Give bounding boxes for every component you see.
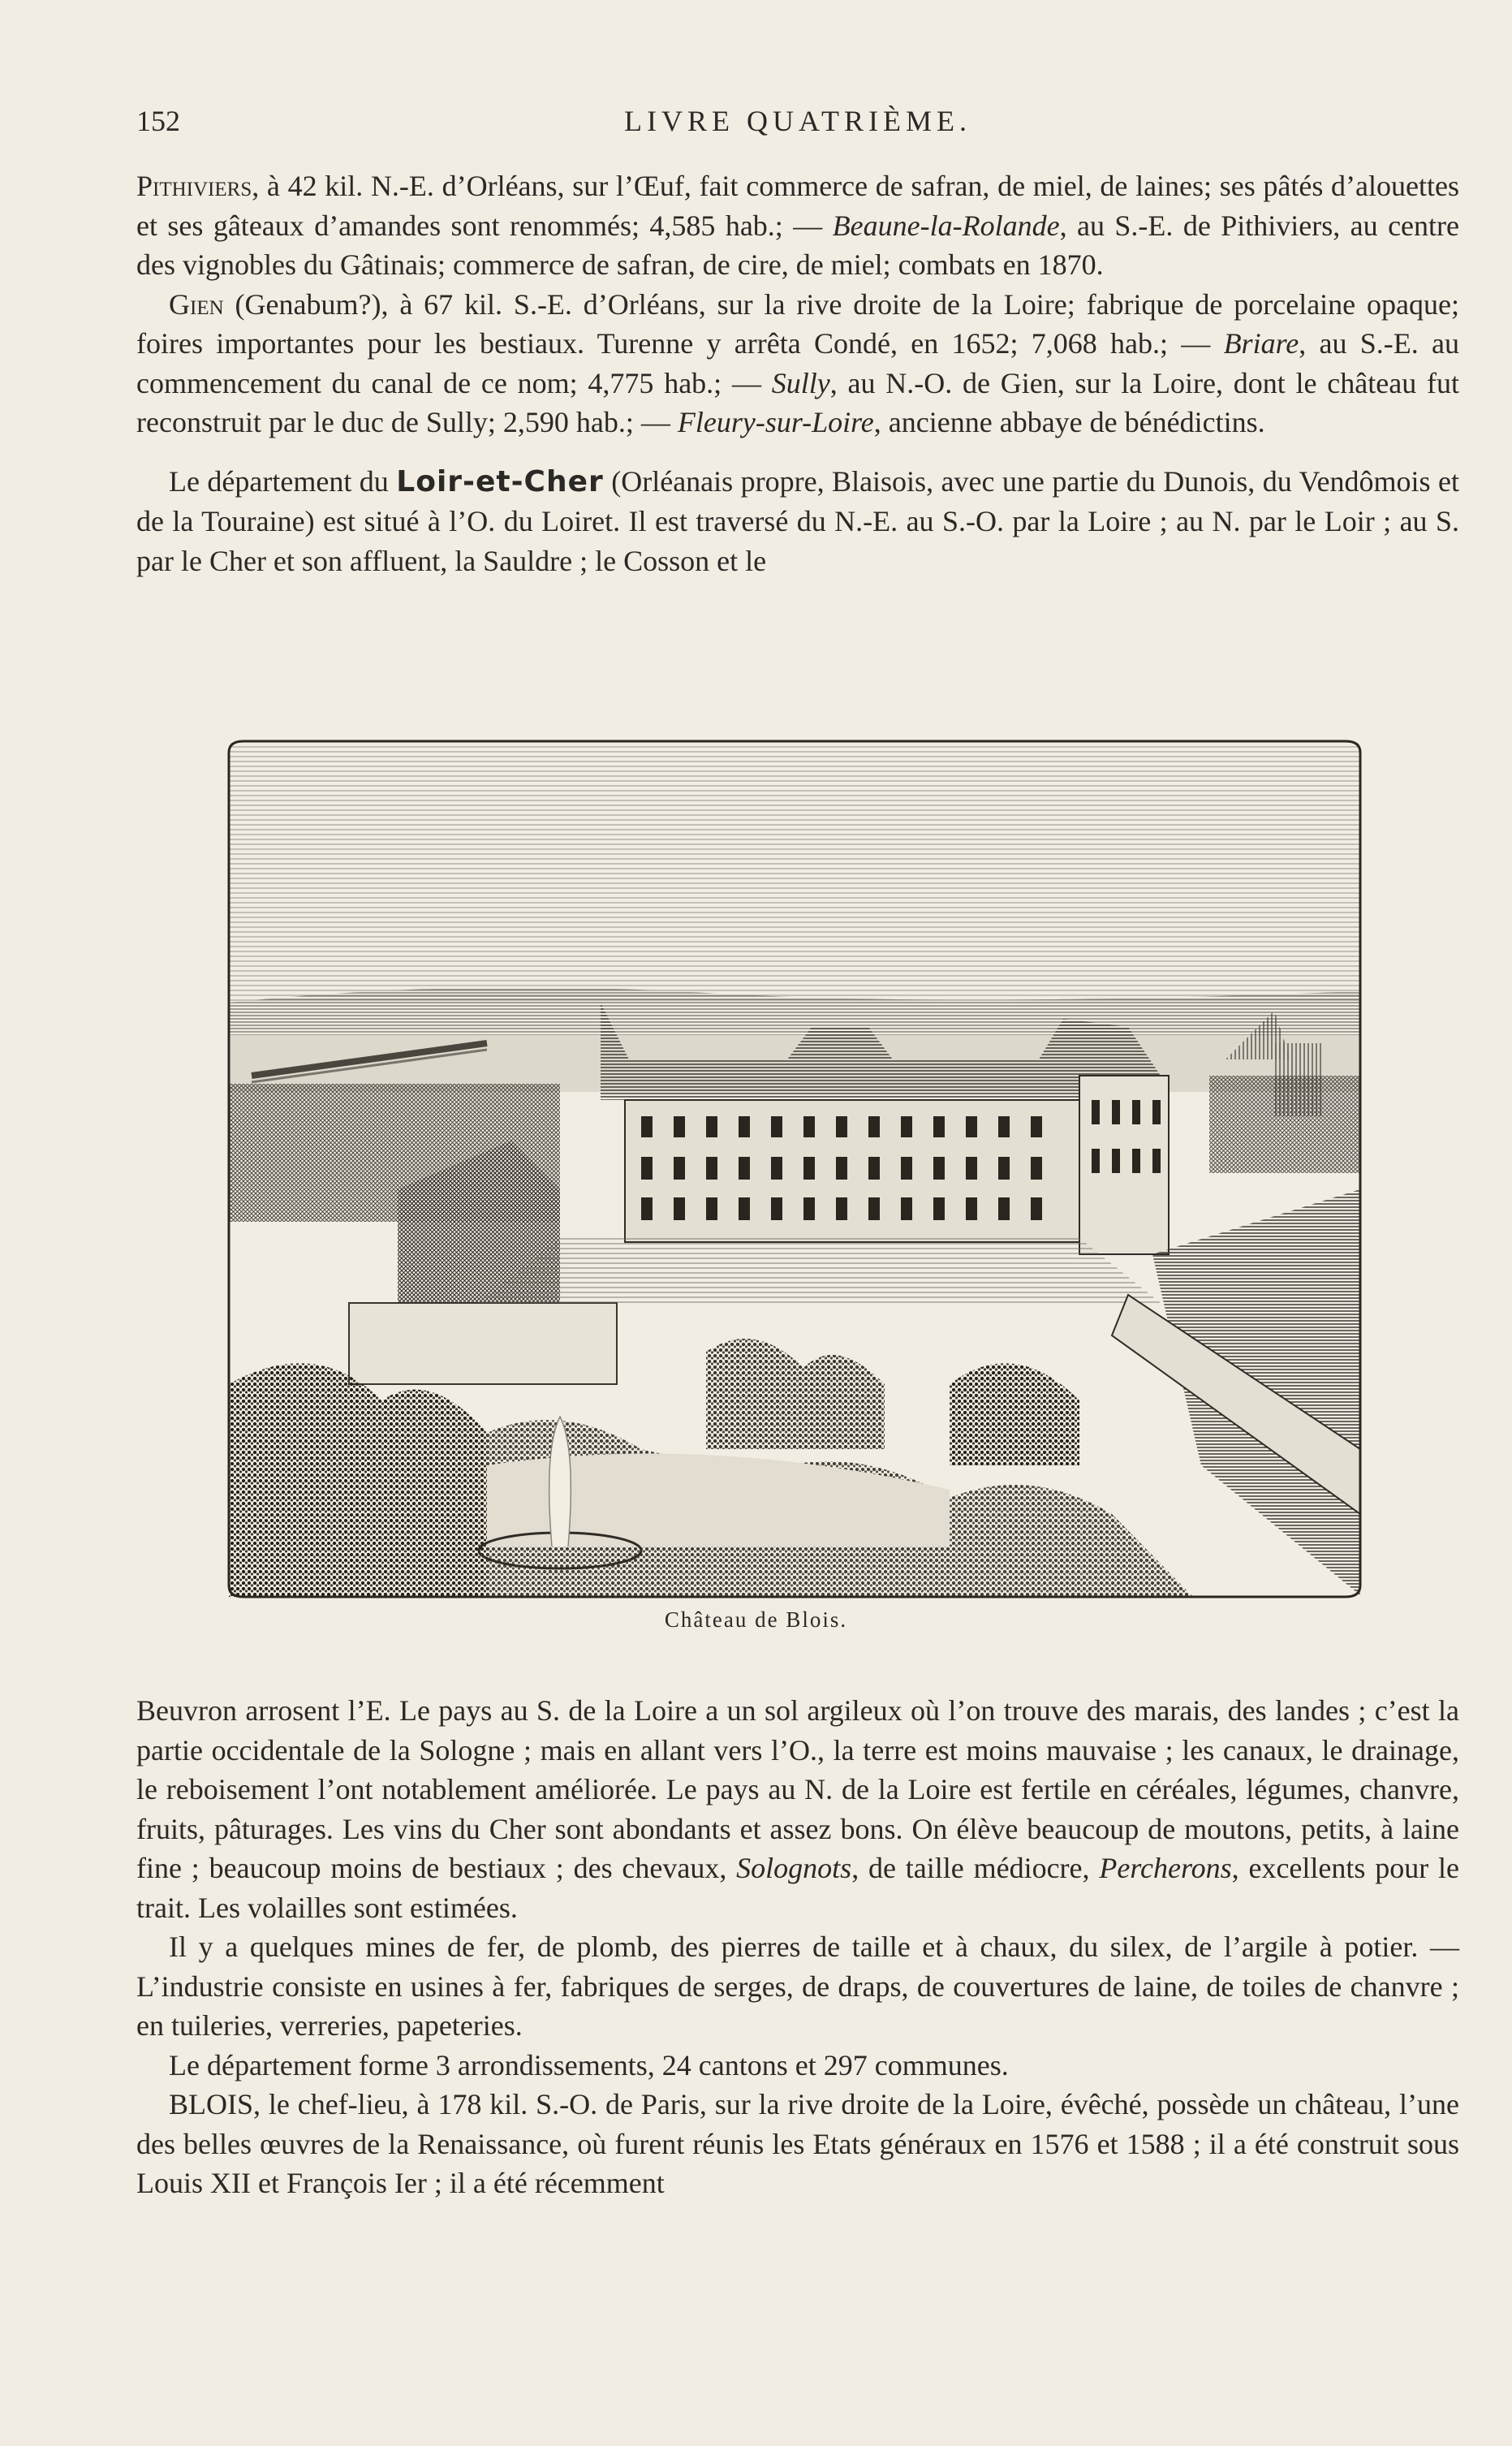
place-name-italic: Briare — [1223, 327, 1299, 360]
text-block-top — [136, 166, 1459, 580]
place-name-italic: Beaune-la-Rolande — [832, 209, 1060, 242]
chateau-de-blois-engraving — [219, 735, 1370, 1603]
paragraph-pithiviers: Pithiviers, à 42 kil. N.-E. d’Orléans, sur l’Œuf, fait commerce de safran, de miel, de laines; ses pâtés d’alouettes et ses gâteaux d’amandes sont renommés; 4,585 hab.; — Beaune-la-Rolande, au S.-E. de Pithiviers, au centre des vignobles du Gâtinais; commerce de safran, de cire, de miel; combats en 1870. — [136, 170, 1459, 281]
department-name: Loir-et-Cher — [396, 464, 604, 498]
paragraph-communes: Le département forme 3 arrondissements, 24 cantons et 297 communes. — [169, 2048, 1009, 2081]
figure-caption: Château de Blois. — [664, 1607, 848, 1632]
running-title: LIVRE QUATRIÈME. — [624, 105, 971, 137]
text-block-bottom — [136, 1691, 1459, 2203]
paragraph-loir-et-cher: Le département du Loir-et-Cher (Orléanais propre, Blaisois, avec une partie du Dunois, du Vendômois et de la Touraine) est situé à l’O. du Loiret. Il est traversé du N.-E. au S.-O. par la Loire ; au N. par le Loir ; au S. par le Cher et son affluent, la Sauldre ; le Cosson et le — [136, 464, 1459, 577]
place-name: Gien — [169, 287, 224, 321]
breed-name-italic: Solognots — [736, 1852, 852, 1884]
paragraph-industry: Il y a quelques mines de fer, de plomb, des pierres de taille et à chaux, du silex, de l’argile à potier. — L’industrie consiste en usines à fer, fabriques de serges, de draps, de couvertures de laine, de toiles de chanvre ; en tuileries, verreries, papeteries. — [136, 1930, 1459, 2042]
place-name-italic: Fleury-sur-Loire — [677, 406, 874, 438]
paragraph-gien: Gien (Genabum?), à 67 kil. S.-E. d’Orléans, sur la rive droite de la Loire; fabrique de porcelaine opaque; foires importantes pour les bestiaux. Turenne y arrêta Condé, en 1652; 7,068 hab.; — Briare, au S.-E. au commencement du canal de ce nom; 4,775 hab.; — Sully, au N.-O. de Gien, sur la Loire, dont le château fut reconstruit par le duc de Sully; 2,590 hab.; — Fleury-sur-Loire, ancienne abbaye de bénédictins. — [136, 287, 1459, 438]
page-number: 152 — [136, 105, 180, 137]
place-name: Pithiviers — [136, 170, 252, 202]
place-name-italic: Sully — [771, 366, 830, 399]
paragraph-blois: BLOIS, le chef-lieu, à 178 kil. S.-O. de Paris, sur la rive droite de la Loire, évêché, possède un château, l’une des belles œuvres de la Renaissance, où furent réunis les Etats généraux en 1576 et 1588 ; il a été construit sous Louis XII et François Ier ; il a été récemment — [136, 2088, 1459, 2199]
breed-name-italic: Percherons — [1099, 1852, 1232, 1884]
paragraph-sologne: Beuvron arrosent l’E. Le pays au S. de la Loire a un sol argileux où l’on trouve des marais, des landes ; c’est la partie occidentale de la Sologne ; mais en allant vers l’O., la terre est moins mauvaise ; les canaux, le drainage, le reboisement l’ont notablement améliorée. Le pays au N. de la Loire est fertile en céréales, légumes, chanvre, fruits, pâturages. Les vins du Cher sont abondants et assez bons. On élève beaucoup de moutons, petits, à laine fine ; beaucoup moins de bestiaux ; des chevaux, Solognots, de taille médiocre, Percherons, excellents pour le trait. Les volailles sont estimées. — [136, 1694, 1459, 1924]
running-header — [136, 104, 1459, 149]
